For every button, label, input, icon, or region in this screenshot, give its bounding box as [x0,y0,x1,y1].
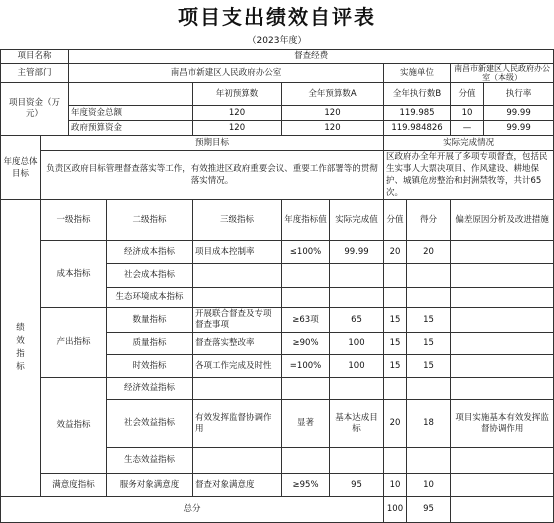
score-cell: 15 [407,355,451,378]
dept-value: 南昌市新建区人民政府办公室 [69,64,384,83]
score-cell: 15 [407,333,451,355]
level2-cell: 社会成本指标 [107,264,193,288]
level3-cell [193,264,282,288]
funds-cell: 99.99 [484,106,554,121]
target-cell: 显著 [282,400,330,448]
target-cell: ≥63项 [282,308,330,333]
perf-header: 一级指标 [41,200,107,241]
target-cell: ≥95% [282,474,330,497]
funds-cell: 10 [451,106,484,121]
note-cell [451,288,554,308]
funds-header: 全年执行数B [384,83,451,106]
funds-cell: 120 [282,121,384,136]
target-cell [282,378,330,400]
impl-label: 实施单位 [384,64,451,83]
level3-cell: 有效发挥监督协调作用 [193,400,282,448]
target-cell: =100% [282,355,330,378]
evaluation-table [0,49,554,523]
funds-header-blank [69,83,193,106]
funds-cell: 99.99 [484,121,554,136]
impl-value: 南昌市新建区人民政府办公室（本级） [451,64,554,83]
level3-cell: 督查对象满意度 [193,474,282,497]
score-max-cell [384,264,407,288]
score-max-cell: 15 [384,355,407,378]
funds-header: 年初预算数 [193,83,282,106]
actual-cell: 100 [330,333,384,355]
level3-cell [193,378,282,400]
funds-cell: 119.985 [384,106,451,121]
level2-cell: 经济效益指标 [107,378,193,400]
perf-header: 二级指标 [107,200,193,241]
score-max-cell [384,288,407,308]
score-cell: 10 [407,474,451,497]
project-name: 督查经费 [69,50,554,64]
perf-header: 实际完成值 [330,200,384,241]
level1-output: 产出指标 [41,308,107,378]
perf-header: 分值 [384,200,407,241]
total-score-max: 100 [384,497,407,523]
funds-header: 执行率 [484,83,554,106]
note-cell [451,308,554,333]
note-cell [451,448,554,474]
score-cell [407,448,451,474]
perf-header: 三级指标 [193,200,282,241]
actual-cell: 基本达成目标 [330,400,384,448]
perf-header: 得分 [407,200,451,241]
level3-cell [193,288,282,308]
target-cell [282,448,330,474]
score-cell [407,288,451,308]
actual-cell [330,288,384,308]
total-label: 总分 [1,497,384,523]
funds-row-name: 年度资金总额 [69,106,193,121]
perf-label: 绩效指标 [1,200,41,497]
score-max-cell [384,378,407,400]
score-max-cell: 20 [384,400,407,448]
note-cell [451,378,554,400]
funds-cell: 120 [193,121,282,136]
level1-benefit: 效益指标 [41,378,107,474]
page-title: 项目支出绩效自评表 [178,5,376,29]
funds-row-name: 政府预算资金 [69,121,193,136]
expected-goal-label: 预期目标 [41,136,384,151]
project-name-label: 项目名称 [1,50,69,64]
level3-cell: 开展联合督查及专项督查事项 [193,308,282,333]
note-cell [451,355,554,378]
perf-header: 年度指标值 [282,200,330,241]
level2-cell: 社会效益指标 [107,400,193,448]
level3-cell: 督查落实整改率 [193,333,282,355]
level2-cell: 经济成本指标 [107,241,193,264]
note-cell: 项目实施基本有效发挥监督协调作用 [451,400,554,448]
actual-cell [330,378,384,400]
score-cell [407,378,451,400]
page-year: （2023年度） [247,36,307,46]
actual-cell: 95 [330,474,384,497]
score-cell [407,264,451,288]
score-max-cell: 15 [384,333,407,355]
note-cell [451,333,554,355]
actual-goal: 区政府办全年开展了多项专项督查，包括民生实事人大票决项目、作风建设、耕地保护、城镇危房整治和封洲禁牧等，共计65次。 [384,151,554,200]
actual-cell: 65 [330,308,384,333]
level2-cell: 生态效益指标 [107,448,193,474]
score-cell: 20 [407,241,451,264]
level1-cost: 成本指标 [41,241,107,308]
actual-cell [330,264,384,288]
level2-cell: 质量指标 [107,333,193,355]
level2-cell: 时效指标 [107,355,193,378]
target-cell: ≤100% [282,241,330,264]
funds-cell: — [451,121,484,136]
expected-goal: 负责区政府目标管理督查落实等工作，有效推进区政府重要会议、重要工作部署等的贯彻落实情况。 [41,151,384,200]
target-cell [282,288,330,308]
funds-cell: 120 [282,106,384,121]
note-cell [451,474,554,497]
funds-cell: 119.984826 [384,121,451,136]
perf-header: 偏差原因分析及改进措施 [451,200,554,241]
score-max-cell [384,448,407,474]
score-max-cell: 10 [384,474,407,497]
funds-header: 全年预算数A [282,83,384,106]
dept-label: 主管部门 [1,64,69,83]
note-cell [451,241,554,264]
actual-cell [330,448,384,474]
level2-cell: 数量指标 [107,308,193,333]
score-cell: 15 [407,308,451,333]
target-cell [282,264,330,288]
funds-cell: 120 [193,106,282,121]
level2-cell: 服务对象满意度 [107,474,193,497]
level1-satisfaction: 满意度指标 [41,474,107,497]
actual-cell: 99.99 [330,241,384,264]
goals-label: 年度总体目标 [1,136,41,200]
score-cell: 18 [407,400,451,448]
note-cell [451,264,554,288]
funds-header: 分值 [451,83,484,106]
score-max-cell: 15 [384,308,407,333]
total-score: 95 [407,497,451,523]
target-cell: ≥90% [282,333,330,355]
score-max-cell: 20 [384,241,407,264]
actual-cell: 100 [330,355,384,378]
level2-cell: 生态环境成本指标 [107,288,193,308]
level3-cell [193,448,282,474]
level3-cell: 各项工作完成及时性 [193,355,282,378]
funds-label: 项目资金（万元） [1,83,69,136]
level3-cell: 项目成本控制率 [193,241,282,264]
actual-goal-label: 实际完成情况 [384,136,554,151]
